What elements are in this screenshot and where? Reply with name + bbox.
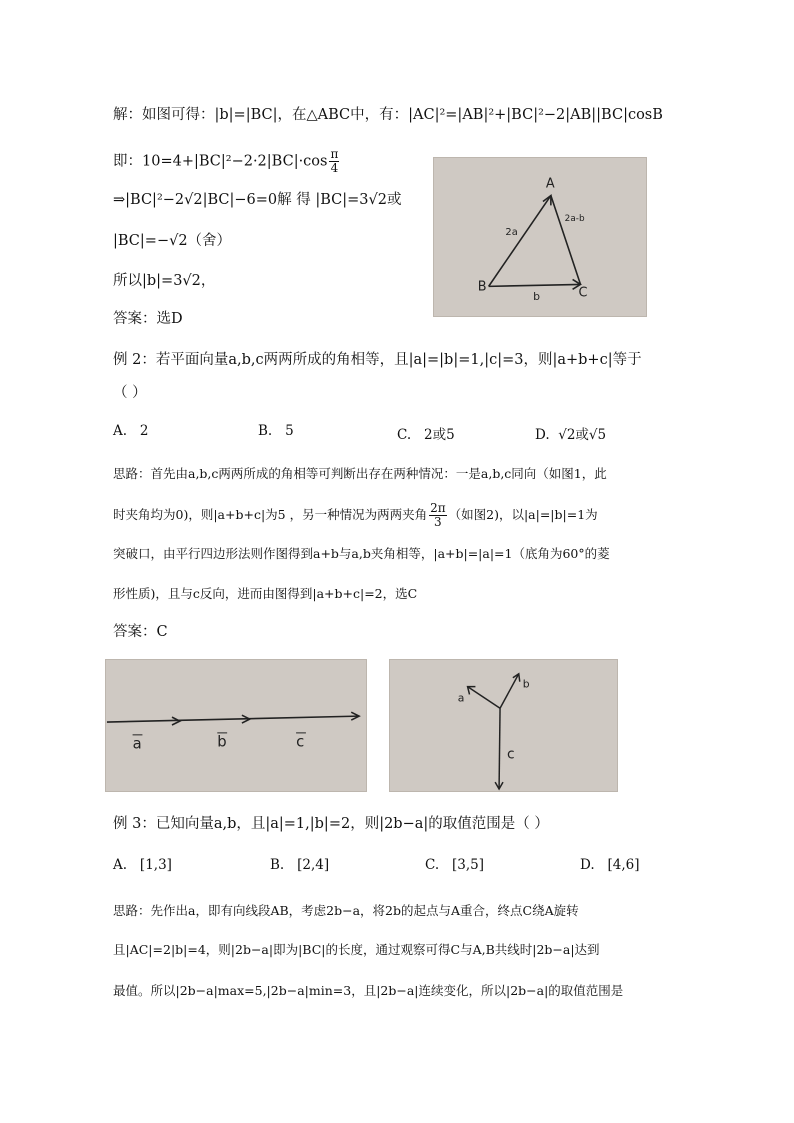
choice-letter: C. (397, 427, 412, 443)
choice-text: 2 (139, 423, 149, 439)
solution-line-2 (113, 148, 341, 175)
choice-text: [1,3] (139, 857, 172, 873)
choice-letter: B. (258, 423, 273, 439)
example-3-choice-d (580, 857, 640, 873)
choice-letter: A. (113, 423, 128, 439)
fraction-pi-over-4 (329, 148, 339, 175)
example-3-choice-c (425, 857, 484, 873)
vector-label-c: c (506, 746, 515, 763)
solution-line-5: 所以|b|=3√2， (113, 273, 216, 289)
example-2-choice-a (113, 423, 149, 439)
vector-label-c: c (296, 733, 305, 751)
choice-letter: A. (113, 857, 128, 873)
choice-text: [4,6] (607, 857, 640, 873)
edge-label-2a-minus-b: 2a-b (564, 214, 585, 225)
solution-line-4: |BC|=−√2（舍） (113, 233, 232, 249)
example-3-choice-b (270, 857, 329, 873)
choice-letter: B. (270, 857, 285, 873)
thinking-2-text-pre: 时夹角均为0)，则|a+b+c|为5 ，另一种情况为两两夹角 (113, 507, 428, 522)
fraction-denominator: 3 (434, 515, 442, 529)
choice-text: √2或√5 (558, 427, 607, 443)
choice-letter: D. (580, 857, 595, 873)
example-2-thinking-4: 形性质)，且与c反向，进而由图得到|a+b+c|=2，选C (113, 586, 418, 601)
vector-label-b: b (522, 677, 530, 691)
example-2-thinking-2 (113, 502, 598, 529)
vector-label-a: a (457, 691, 465, 705)
triangle-diagram (434, 158, 646, 316)
example-2-choice-c (397, 423, 455, 443)
example-3-question: 例 3：已知向量a,b，且|a|=1,|b|=2，则|2b−a|的取值范围是（ ） (113, 816, 549, 832)
edge-label-2a: 2a (505, 227, 518, 239)
choice-text: [2,4] (297, 857, 330, 873)
answer-1: 答案：选D (113, 311, 183, 327)
fraction-denominator: 4 (330, 161, 339, 175)
fraction-2pi-over-3 (429, 502, 447, 529)
example-2-thinking-1: 思路：首先由a,b,c两两所成的角相等可判断出存在两种情况：一是a,b,c同向（如图1，此 (113, 466, 607, 481)
vertex-label-c: C (578, 285, 588, 301)
vector-label-b: b (217, 733, 227, 751)
figure-2-photo (389, 659, 618, 792)
choice-text: [3,5] (452, 857, 485, 873)
thinking-2-text-post: （如图2)，以|a|=|b|=1为 (448, 507, 598, 522)
example-2-paren: （ ） (113, 385, 147, 401)
example-3-choice-a (113, 857, 172, 873)
figure-2-diagram (390, 660, 617, 791)
figure-1-diagram (106, 660, 366, 791)
vertex-label-a: A (545, 176, 555, 192)
example-2-choice-b (258, 423, 294, 439)
figure-1-photo (105, 659, 367, 792)
solution-line-2-text: 即：10=4+|BC|²−2·2|BC|·cos (113, 153, 328, 170)
fraction-numerator: 2π (430, 501, 446, 515)
example-3-thinking-3: 最值。所以|2b−a|max=5,|2b−a|min=3，且|2b−a|连续变化，所以|2b−a|的取值范围是 (113, 983, 624, 998)
vector-label-a: a (132, 735, 142, 753)
fraction-numerator: π (330, 147, 339, 161)
answer-2: 答案：C (113, 624, 168, 640)
solution-line-3: ⇒|BC|²−2√2|BC|−6=0解 得 |BC|=3√2或 (113, 192, 402, 208)
vertex-label-b: B (477, 279, 487, 295)
choice-text: 5 (285, 423, 294, 439)
example-2-choice-d (535, 423, 606, 443)
example-3-thinking-2: 且|AC|=2|b|=4，则|2b−a|即为|BC|的长度，通过观察可得C与A,B共线时|2b−a|达到 (113, 942, 600, 957)
solution-line-1: 解：如图可得：|b|=|BC|，在△ABC中，有：|AC|²=|AB|²+|BC|²−2|AB||BC|cosB (113, 107, 663, 123)
choice-letter: D. (535, 427, 550, 443)
choice-text: 2或5 (424, 427, 455, 443)
example-3-thinking-1: 思路：先作出a，即有向线段AB，考虑2b−a，将2b的起点与A重合，终点C绕A旋转 (113, 903, 579, 918)
example-2-thinking-3: 突破口，由平行四边形法则作图得到a+b与a,b夹角相等，|a+b|=|a|=1（底角为60°的菱 (113, 546, 610, 561)
example-2-question: 例 2：若平面向量a,b,c两两所成的角相等，且|a|=|b|=1,|c|=3，则|a+b+c|等于 (113, 352, 642, 368)
choice-letter: C. (425, 857, 440, 873)
edge-label-b: b (533, 290, 540, 304)
triangle-photo (433, 157, 647, 317)
